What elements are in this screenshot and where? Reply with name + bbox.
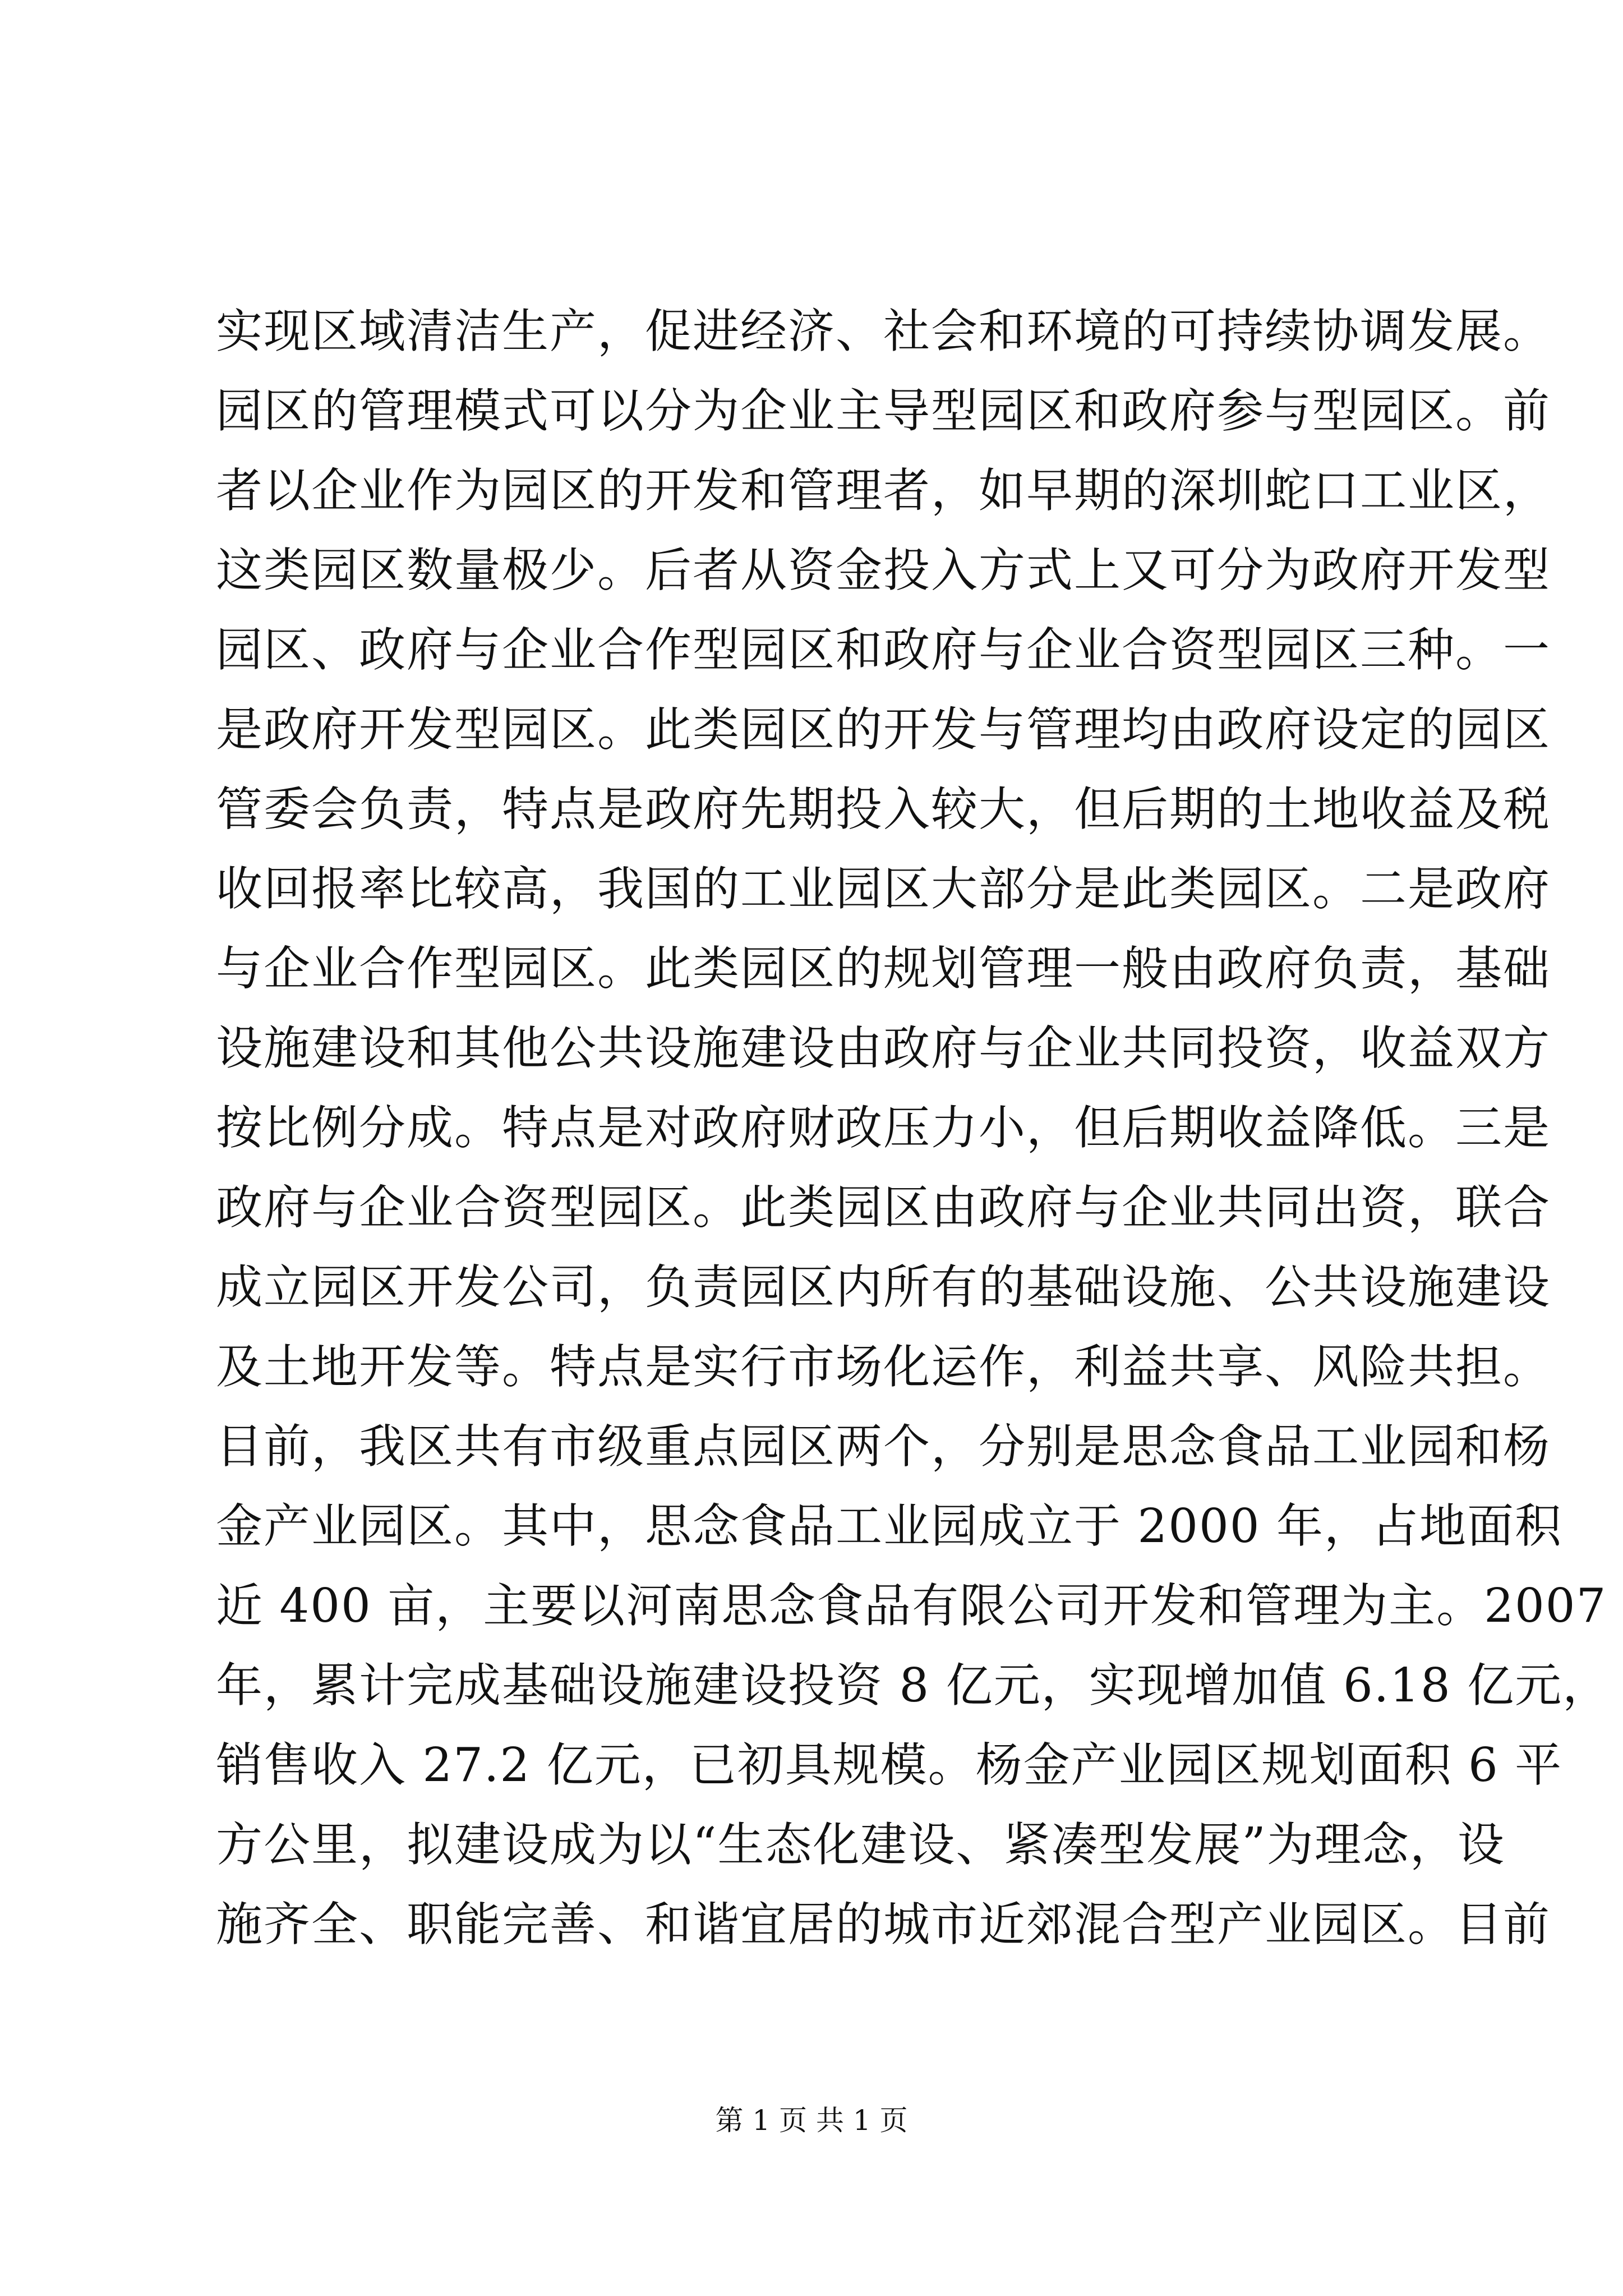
page-number-label: 第 1 页 共 1 页 xyxy=(715,2104,908,2137)
text-line-13: 成立园区开发公司，负责园区内所有的基础设施、公共设施建设 xyxy=(216,1260,1551,1314)
text-line-19: 销售收入 27.2 亿元，已初具规模。杨金产业园区规划面积 6 平 xyxy=(216,1738,1563,1792)
text-line-6: 是政府开发型园区。此类园区的开发与管理均由政府设定的园区 xyxy=(216,702,1551,757)
text-line-3: 者以企业作为园区的开发和管理者，如早期的深圳蛇口工业区， xyxy=(216,463,1551,518)
page-footer xyxy=(0,2098,1623,2138)
text-line-10: 设施建设和其他公共设施建设由政府与企业共同投资，收益双方 xyxy=(216,1021,1551,1075)
text-line-16: 金产业园区。其中，思念食品工业园成立于 2000 年，占地面积 xyxy=(216,1499,1562,1553)
text-line-5: 园区、政府与企业合作型园区和政府与企业合资型园区三种。一 xyxy=(216,623,1551,677)
text-line-11: 按比例分成。特点是对政府财政压力小，但后期收益降低。三是 xyxy=(216,1101,1551,1155)
text-line-8: 收回报率比较高，我国的工业园区大部分是此类园区。二是政府 xyxy=(216,862,1551,916)
text-line-1: 实现区域清洁生产，促进经济、社会和环境的可持续协调发展。 xyxy=(216,304,1551,358)
text-line-12: 政府与企业合资型园区。此类园区由政府与企业共同出资，联合 xyxy=(216,1180,1551,1235)
text-line-2: 园区的管理模式可以分为企业主导型园区和政府参与型园区。前 xyxy=(216,384,1551,438)
text-line-15: 目前，我区共有市级重点园区两个，分别是思念食品工业园和杨 xyxy=(216,1419,1551,1474)
text-line-9: 与企业合作型园区。此类园区的规划管理一般由政府负责，基础 xyxy=(216,941,1551,996)
text-line-7: 管委会负责，特点是政府先期投入较大，但后期的土地收益及税 xyxy=(216,782,1551,836)
text-line-17: 近 400 亩，主要以河南思念食品有限公司开发和管理为主。2007 xyxy=(216,1579,1607,1633)
text-line-14: 及土地开发等。特点是实行市场化运作，利益共享、风险共担。 xyxy=(216,1340,1551,1394)
text-line-4: 这类园区数量极少。后者从资金投入方式上又可分为政府开发型 xyxy=(216,543,1551,597)
text-line-18: 年，累计完成基础设施建设投资 8 亿元，实现增加值 6.18 亿元， xyxy=(216,1658,1611,1713)
body-text xyxy=(216,292,1611,1964)
text-line-21: 施齐全、职能完善、和谐宜居的城市近郊混合型产业园区。目前 xyxy=(216,1897,1551,1952)
text-line-20: 方公里，拟建设成为以“生态化建设、紧凑型发展”为理念，设 xyxy=(216,1818,1505,1872)
